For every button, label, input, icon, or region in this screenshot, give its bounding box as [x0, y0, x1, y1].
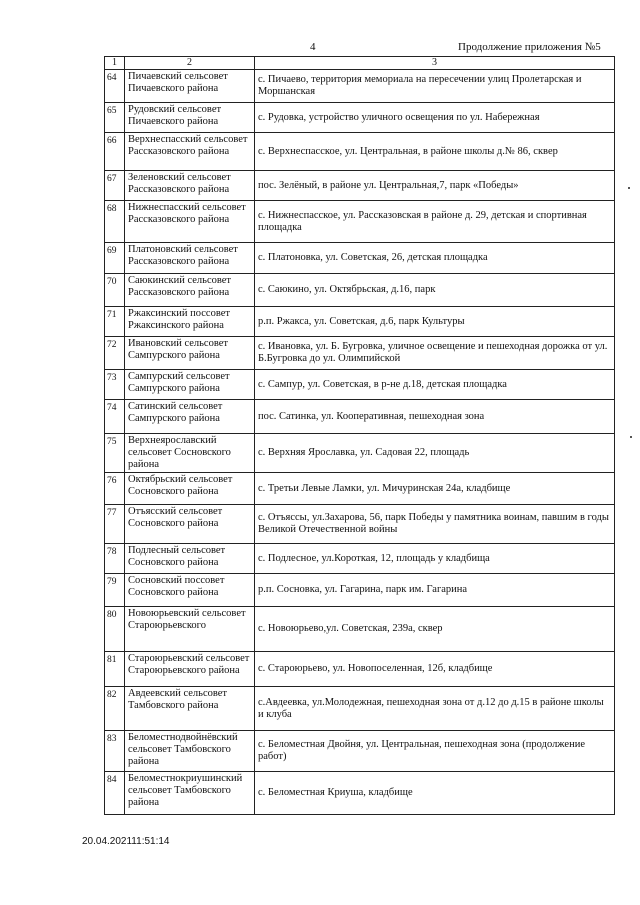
table-row [105, 574, 615, 607]
table-row [105, 133, 615, 171]
print-timestamp: 20.04.202111:51:14 [82, 836, 170, 847]
row-number: 77 [105, 505, 125, 544]
row-number: 79 [105, 574, 125, 607]
object-cell: с. Платоновка, ул. Советская, 26, детская площадка [255, 243, 615, 274]
object-cell: с. Саюкино, ул. Октябрьская, д.16, парк [255, 274, 615, 307]
object-cell: с. Нижнеспасское, ул. Рассказовская в районе д. 29, детская и спортивная площадка [255, 201, 615, 243]
row-number: 67 [105, 171, 125, 201]
column-header: 3 [255, 57, 615, 70]
table-row [105, 652, 615, 687]
object-cell: с. Ивановка, ул. Б. Бугровка, уличное освещение и пешеходная дорожка от ул. Б.Бугровка до ул. Олимпийской [255, 337, 615, 370]
district-cell: Пичаевский сельсовет Пичаевского района [125, 70, 255, 103]
district-cell: Нижнеспасский сельсовет Рассказовского района [125, 201, 255, 243]
district-cell: Рудовский сельсовет Пичаевского района [125, 103, 255, 133]
district-cell: Ивановский сельсовет Сампурского района [125, 337, 255, 370]
row-number: 64 [105, 70, 125, 103]
object-cell: с. Староюрьево, ул. Новопоселенная, 12б, кладбище [255, 652, 615, 687]
row-number: 76 [105, 473, 125, 505]
row-number: 73 [105, 370, 125, 400]
district-cell: Верхнеярославский сельсовет Сосновского района [125, 434, 255, 473]
district-cell: Подлесный сельсовет Сосновского района [125, 544, 255, 574]
district-cell: Октябрьский сельсовет Сосновского района [125, 473, 255, 505]
table-row [105, 171, 615, 201]
table-row [105, 607, 615, 652]
district-cell: Верхнеспасский сельсовет Рассказовского района [125, 133, 255, 171]
object-cell: пос. Сатинка, ул. Кооперативная, пешеходная зона [255, 400, 615, 434]
table-row [105, 243, 615, 274]
district-cell: Сампурский сельсовет Сампурского района [125, 370, 255, 400]
district-cell: Староюрьевский сельсовет Староюрьевского района [125, 652, 255, 687]
district-cell: Ржаксинский поссовет Ржаксинского района [125, 307, 255, 337]
row-number: 81 [105, 652, 125, 687]
object-cell: пос. Зелёный, в районе ул. Центральная,7, парк «Победы» [255, 171, 615, 201]
district-cell: Отъясский сельсовет Сосновского района [125, 505, 255, 544]
row-number: 74 [105, 400, 125, 434]
object-cell: с. Беломестная Криуша, кладбище [255, 772, 615, 815]
row-number: 71 [105, 307, 125, 337]
table-row [105, 473, 615, 505]
district-cell: Беломестнодвойнёвский сельсовет Тамбовского района [125, 731, 255, 772]
column-header: 1 [105, 57, 125, 70]
row-number: 75 [105, 434, 125, 473]
object-cell: с. Третьи Левые Ламки, ул. Мичуринская 24а, кладбище [255, 473, 615, 505]
row-number: 66 [105, 133, 125, 171]
table-row [105, 70, 615, 103]
object-cell: с. Беломестная Двойня, ул. Центральная, пешеходная зона (продолжение работ) [255, 731, 615, 772]
table-row [105, 544, 615, 574]
district-cell: Сатинский сельсовет Сампурского района [125, 400, 255, 434]
table-row [105, 307, 615, 337]
object-cell: с. Рудовка, устройство уличного освещения по ул. Набережная [255, 103, 615, 133]
object-cell: с. Отъяссы, ул.Захарова, 56, парк Победы у памятника воинам, павшим в годы Великой Отечественной войны [255, 505, 615, 544]
object-cell: р.п. Сосновка, ул. Гагарина, парк им. Гагарина [255, 574, 615, 607]
object-cell: с. Подлесное, ул.Короткая, 12, площадь у кладбища [255, 544, 615, 574]
scan-speck [630, 436, 632, 438]
table-row [105, 103, 615, 133]
table-header-row [105, 57, 615, 70]
district-cell: Новоюрьевский сельсовет Староюрьевского [125, 607, 255, 652]
appendix-table [104, 56, 615, 815]
row-number: 80 [105, 607, 125, 652]
page-number: 4 [310, 41, 316, 53]
row-number: 69 [105, 243, 125, 274]
row-number: 70 [105, 274, 125, 307]
object-cell: с.Авдеевка, ул.Молодежная, пешеходная зона от д.12 до д.15 в районе школы и клуба [255, 687, 615, 731]
row-number: 82 [105, 687, 125, 731]
table-row [105, 687, 615, 731]
row-number: 68 [105, 201, 125, 243]
table-row [105, 505, 615, 544]
row-number: 83 [105, 731, 125, 772]
district-cell: Зеленовский сельсовет Рассказовского района [125, 171, 255, 201]
table-row [105, 400, 615, 434]
row-number: 72 [105, 337, 125, 370]
table-row [105, 274, 615, 307]
row-number: 78 [105, 544, 125, 574]
object-cell: с. Верхняя Ярославка, ул. Садовая 22, площадь [255, 434, 615, 473]
district-cell: Саюкинский сельсовет Рассказовского района [125, 274, 255, 307]
column-header: 2 [125, 57, 255, 70]
object-cell: с. Пичаево, территория мемориала на пересечении улиц Пролетарская и Моршанская [255, 70, 615, 103]
continuation-label: Продолжение приложения №5 [458, 41, 601, 53]
district-cell: Авдеевский сельсовет Тамбовского района [125, 687, 255, 731]
object-cell: р.п. Ржакса, ул. Советская, д.6, парк Культуры [255, 307, 615, 337]
object-cell: с. Новоюрьево,ул. Советская, 239а, сквер [255, 607, 615, 652]
table-row [105, 772, 615, 815]
district-cell: Сосновский поссовет Сосновского района [125, 574, 255, 607]
object-cell: с. Верхнеспасское, ул. Центральная, в районе школы д.№ 86, сквер [255, 133, 615, 171]
district-cell: Беломестнокриушинский сельсовет Тамбовского района [125, 772, 255, 815]
table-row [105, 201, 615, 243]
district-cell: Платоновский сельсовет Рассказовского района [125, 243, 255, 274]
scan-speck [628, 187, 630, 189]
table-row [105, 337, 615, 370]
table-row [105, 434, 615, 473]
row-number: 65 [105, 103, 125, 133]
table-row [105, 731, 615, 772]
row-number: 84 [105, 772, 125, 815]
table-row [105, 370, 615, 400]
object-cell: с. Сампур, ул. Советская, в р-не д.18, детская площадка [255, 370, 615, 400]
